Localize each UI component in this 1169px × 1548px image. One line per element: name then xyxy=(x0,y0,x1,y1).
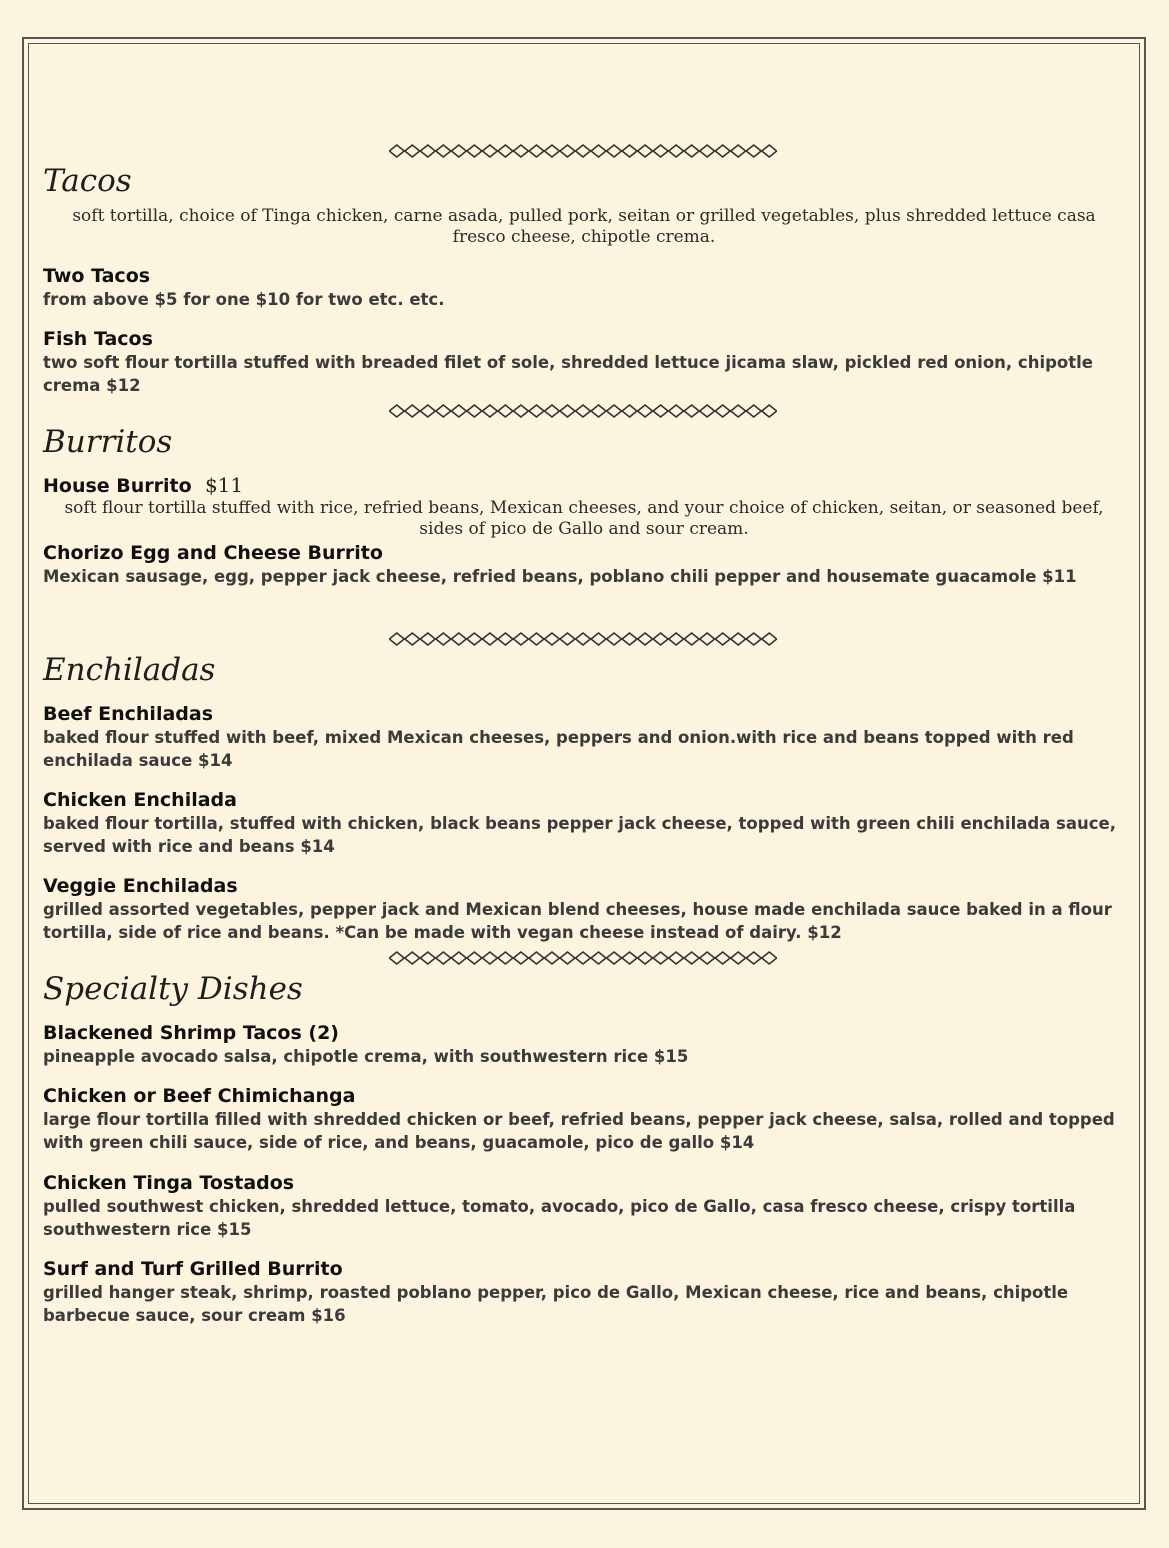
section-title-tacos: Tacos xyxy=(43,163,132,199)
item-description: grilled assorted vegetables, pepper jack and Mexican blend cheeses, house made enchilada sauce baked in a flour tortilla, side of rice and beans. *Can be made with vegan cheese instead of dairy. $12 xyxy=(43,900,1112,942)
menu-item xyxy=(43,542,1118,588)
menu-item xyxy=(43,1085,1118,1154)
item-description: baked flour stuffed with beef, mixed Mexican cheeses, peppers and onion.with rice and beans topped with red enchilada sauce $14 xyxy=(43,728,1074,770)
item-name: Blackened Shrimp Tacos (2) xyxy=(43,1022,339,1044)
item-description: pulled southwest chicken, shredded lettuce, tomato, avocado, pico de Gallo, casa fresco cheese, crispy tortilla southwestern rice $15 xyxy=(43,1197,1076,1239)
item-name: Veggie Enchiladas xyxy=(43,875,238,897)
item-description: large flour tortilla filled with shredded chicken or beef, refried beans, pepper jack cheese, salsa, rolled and topped with green chili sauce, side of rice, and beans, guacamole, pico de gallo $14 xyxy=(43,1110,1115,1152)
item-description: from above $5 for one $10 for two etc. etc. xyxy=(43,290,445,309)
item-description: pineapple avocado salsa, chipotle crema, with southwestern rice $15 xyxy=(43,1047,689,1066)
section-title-specialty-dishes: Specialty Dishes xyxy=(43,971,303,1007)
menu-item xyxy=(43,474,1118,540)
item-description: Mexican sausage, egg, pepper jack cheese, refried beans, poblano chili pepper and housemate guacamole $11 xyxy=(43,567,1077,586)
section-title-enchiladas: Enchiladas xyxy=(43,652,216,688)
item-name: Chicken or Beef Chimichanga xyxy=(43,1085,356,1107)
menu-item xyxy=(43,703,1118,772)
diamond-divider-icon xyxy=(389,631,777,647)
diamond-divider-icon xyxy=(389,143,777,159)
menu-item xyxy=(43,265,1118,311)
item-name: Beef Enchiladas xyxy=(43,703,214,725)
item-price: $11 xyxy=(204,473,244,497)
item-name: Chicken Enchilada xyxy=(43,789,237,811)
item-description: two soft flour tortilla stuffed with breaded filet of sole, shredded lettuce jicama slaw, pickled red onion, chipotle crema $12 xyxy=(43,353,1093,395)
item-name-row xyxy=(43,474,1118,498)
section-title-burritos: Burritos xyxy=(43,424,173,460)
menu-item xyxy=(43,1172,1118,1241)
item-name: Chorizo Egg and Cheese Burrito xyxy=(43,542,383,564)
item-name: House Burrito xyxy=(43,475,192,497)
menu-item xyxy=(43,875,1118,944)
menu-item xyxy=(43,1022,1118,1068)
item-name: Chicken Tinga Tostados xyxy=(43,1172,295,1194)
diamond-divider-icon xyxy=(389,403,777,419)
item-description: soft flour tortilla stuffed with rice, refried beans, Mexican cheeses, and your choice of chicken, seitan, or seasoned beef, sides of pico de Gallo and sour cream. xyxy=(64,498,1104,539)
menu-item xyxy=(43,328,1118,397)
tacos-intro: soft tortilla, choice of Tinga chicken, carne asada, pulled pork, seitan or grilled vegetables, plus shredded lettuce casa fresco cheese, chipotle crema. xyxy=(72,206,1096,247)
item-name: Fish Tacos xyxy=(43,328,153,350)
item-description: grilled hanger steak, shrimp, roasted poblano pepper, pico de Gallo, Mexican cheese, rice and beans, chipotle barbecue sauce, sour cream $16 xyxy=(43,1283,1069,1325)
item-name: Surf and Turf Grilled Burrito xyxy=(43,1258,343,1280)
menu-item xyxy=(43,789,1118,858)
item-name: Two Tacos xyxy=(43,265,151,287)
diamond-divider-icon xyxy=(389,950,777,966)
menu-item xyxy=(43,1258,1118,1327)
item-description: baked flour tortilla, stuffed with chicken, black beans pepper jack cheese, topped with green chili enchilada sauce, served with rice and beans $14 xyxy=(43,814,1116,856)
